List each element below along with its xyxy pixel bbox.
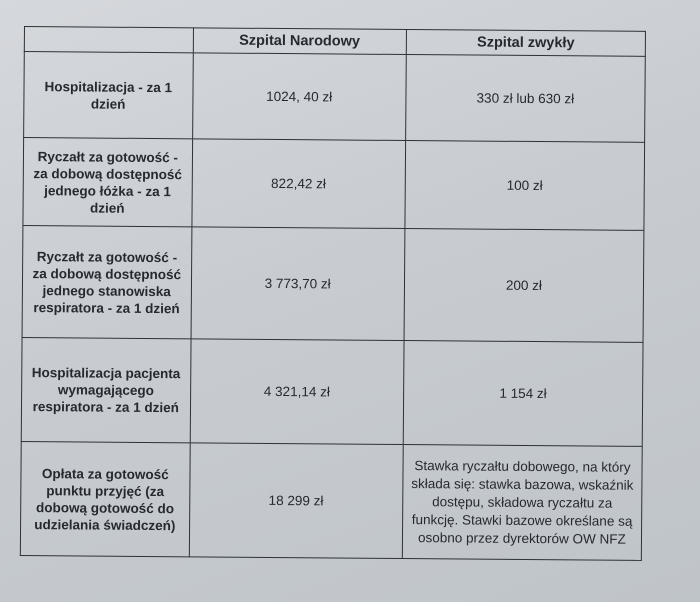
cell-narodowy: 18 299 zł (189, 443, 403, 559)
cell-zwykly: 200 zł (404, 228, 644, 342)
header-szpital-narodowy: Szpital Narodowy (193, 28, 407, 55)
header-szpital-zwykly: Szpital zwykły (406, 30, 645, 57)
cell-zwykly-note: Stawka ryczałtu dobowego, na który składa się: stawka bazowa, wskaźnik dostępu, składowa ryczałtu za funkcję. Stawki bazowe określane są osobno przez dyrektorów OW NFZ (402, 444, 642, 560)
cell-narodowy: 3 773,70 zł (191, 227, 405, 341)
cell-zwykly: 100 zł (405, 140, 645, 230)
table-row (21, 337, 643, 446)
row-label: Ryczałt za gotowość - za dobową dostępność jednego łóżka - za 1 dzień (23, 138, 192, 227)
table-row (20, 441, 642, 560)
table-row (24, 52, 646, 143)
cell-narodowy: 4 321,14 zł (190, 339, 404, 445)
cell-narodowy: 1024, 40 zł (192, 53, 406, 141)
cell-narodowy: 822,42 zł (191, 139, 405, 229)
cell-zwykly: 330 zł lub 630 zł (405, 55, 645, 143)
cost-comparison-table (20, 26, 646, 561)
table-row (22, 225, 644, 342)
cell-zwykly: 1 154 zł (403, 340, 643, 446)
row-label: Opłata za gotowość punktu przyjęć (za dobową gotowość do udzielania świadczeń) (20, 441, 189, 556)
row-label: Hospitalizacja pacjenta wymagającego respiratora - za 1 dzień (21, 337, 190, 442)
header-empty-cell (24, 27, 193, 53)
table-row (23, 138, 645, 231)
row-label: Ryczałt za gotowość - za dobową dostępność jednego stanowiska respiratora - za 1 dzień (22, 225, 191, 338)
row-label: Hospitalizacja - za 1 dzień (24, 52, 193, 139)
